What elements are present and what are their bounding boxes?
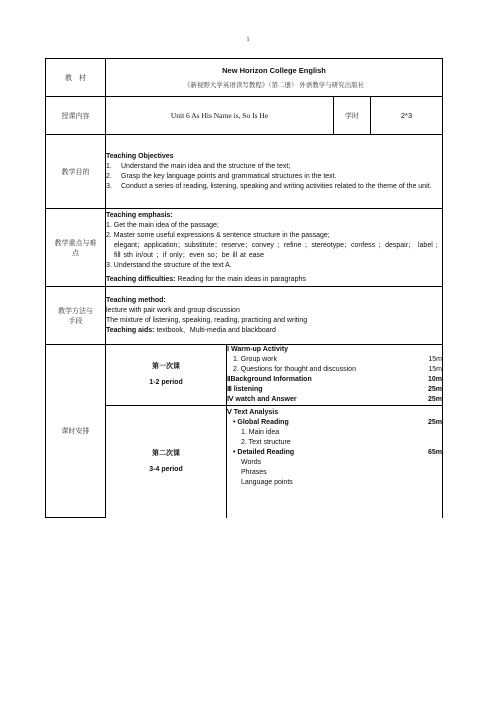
period1-schedule xyxy=(227,345,443,406)
objective-item xyxy=(106,162,442,172)
period2-class: 第二次课 xyxy=(152,449,180,457)
method-line-1: lecture with pair work and group discussion xyxy=(106,306,240,314)
label-key-points: 教学重点与难点 xyxy=(46,209,106,287)
schedule-item xyxy=(227,408,442,418)
row-period-2 xyxy=(46,406,443,518)
difficulties-label: Teaching difficulties: xyxy=(106,275,176,283)
schedule-item-text: • Global Reading xyxy=(233,419,289,426)
schedule-item-time: 10m xyxy=(427,376,442,383)
schedule-item xyxy=(227,365,442,375)
schedule-item-text: Ⅳ watch and Answer xyxy=(227,396,297,403)
schedule-item-text: Ⅲ listening xyxy=(227,386,263,393)
objective-number: 2. xyxy=(106,172,112,180)
emphasis-heading: Teaching emphasis: xyxy=(106,211,173,219)
schedule-item xyxy=(227,395,442,405)
schedule-item xyxy=(227,438,442,448)
schedule-item xyxy=(227,375,442,385)
schedule-item xyxy=(227,428,442,438)
objective-text: Conduct a series of reading, listening, speaking and writing activities related to the theme of the unit. xyxy=(121,182,432,190)
objective-text: Grasp the key language points and grammatical structures in the text. xyxy=(121,172,337,180)
row-key-points xyxy=(46,209,443,287)
schedule-item-text: 1. Main idea xyxy=(241,429,280,436)
schedule-item-text: Language points xyxy=(241,479,293,486)
schedule-item-text: Ⅴ Text Analysis xyxy=(227,409,279,416)
label-schedule: 课时安排 xyxy=(46,345,106,518)
difficulties-text: Reading for the main ideas in paragraphs xyxy=(175,275,306,283)
period1-range: 1-2 period xyxy=(149,379,183,386)
emphasis-line-2: 2. Master some useful expressions & sentence structure in the passage; xyxy=(106,231,330,239)
period2-schedule xyxy=(227,406,443,518)
objective-number: 3. xyxy=(106,182,112,190)
objective-item xyxy=(106,172,442,182)
schedule-item-text: 2. Questions for thought and discussion xyxy=(233,366,356,373)
row-content xyxy=(46,97,443,135)
schedule-item-text: ⅡBackground Information xyxy=(227,376,312,383)
schedule-item-text: Words xyxy=(241,459,262,466)
lesson-plan-table xyxy=(45,58,443,518)
schedule-item-time: 65m xyxy=(427,449,442,456)
schedule-item-time: 15m xyxy=(428,366,442,373)
method-heading: Teaching method: xyxy=(106,296,166,304)
schedule-item xyxy=(227,458,442,468)
emphasis-line-1: 1. Get the main idea of the passage; xyxy=(106,221,219,229)
period2-range: 3-4 period xyxy=(149,465,183,473)
schedule-item xyxy=(227,345,442,355)
schedule-item-time: 15m xyxy=(428,356,442,363)
hours-value: 2*3 xyxy=(371,97,443,135)
schedule-item-text: Phrases xyxy=(241,469,267,476)
objectives-list xyxy=(106,162,442,192)
schedule-item xyxy=(227,418,442,428)
row-methods xyxy=(46,287,443,345)
method-line-2: The mixture of listening, speaking, reading, practicing and writing xyxy=(106,316,308,324)
objective-text: Understand the main idea and the structure of the text; xyxy=(121,162,291,170)
objectives-heading: Teaching Objectives xyxy=(106,152,174,160)
schedule-item xyxy=(227,448,442,458)
objective-item xyxy=(106,182,442,192)
label-textbook: 教 材 xyxy=(46,59,106,97)
schedule-item-time: 25m xyxy=(427,396,442,403)
label-content: 授课内容 xyxy=(46,97,106,135)
period1-class: 第一次课 xyxy=(152,363,180,370)
schedule-item xyxy=(227,355,442,365)
unit-title: Unit 6 As His Name is, So Is He xyxy=(106,97,334,135)
row-textbook xyxy=(46,59,443,97)
objective-number: 1. xyxy=(106,162,112,170)
schedule-item xyxy=(227,478,442,488)
label-hours: 学时 xyxy=(334,97,371,135)
schedule-item-text: Ⅰ Warm-up Activity xyxy=(227,346,289,353)
schedule-item-time: 25m xyxy=(427,419,442,426)
label-purpose: 教学目的 xyxy=(46,135,106,209)
schedule-item xyxy=(227,468,442,478)
row-purpose xyxy=(46,135,443,209)
textbook-subtitle: 《新视野大学英语读写教程》（第二册） 外语教学与研究出版社 xyxy=(183,81,365,89)
schedule-item xyxy=(227,385,442,395)
page-number: 1 xyxy=(246,37,250,43)
schedule-item-text: 1. Group work xyxy=(233,356,277,363)
textbook-title: New Horizon College English xyxy=(222,65,326,75)
aids-text: textbook、Multi-media and blackboard xyxy=(154,326,276,334)
label-methods: 教学方法与手段 xyxy=(46,287,106,345)
aids-label: Teaching aids: xyxy=(106,326,155,334)
schedule-item-text: 2. Text structure xyxy=(241,439,291,446)
row-period-1 xyxy=(46,345,443,406)
emphasis-line-3: 3. Understand the structure of the text A. xyxy=(106,261,232,269)
schedule-item-text: • Detailed Reading xyxy=(233,449,295,456)
schedule-item-time: 25m xyxy=(427,386,442,393)
emphasis-words: elegant；application；substitute；reserve；convey ；refine ；stereotype；confess ；despair； label ; fill sth in/out ；if only；even so；be ill at ease xyxy=(114,241,438,259)
